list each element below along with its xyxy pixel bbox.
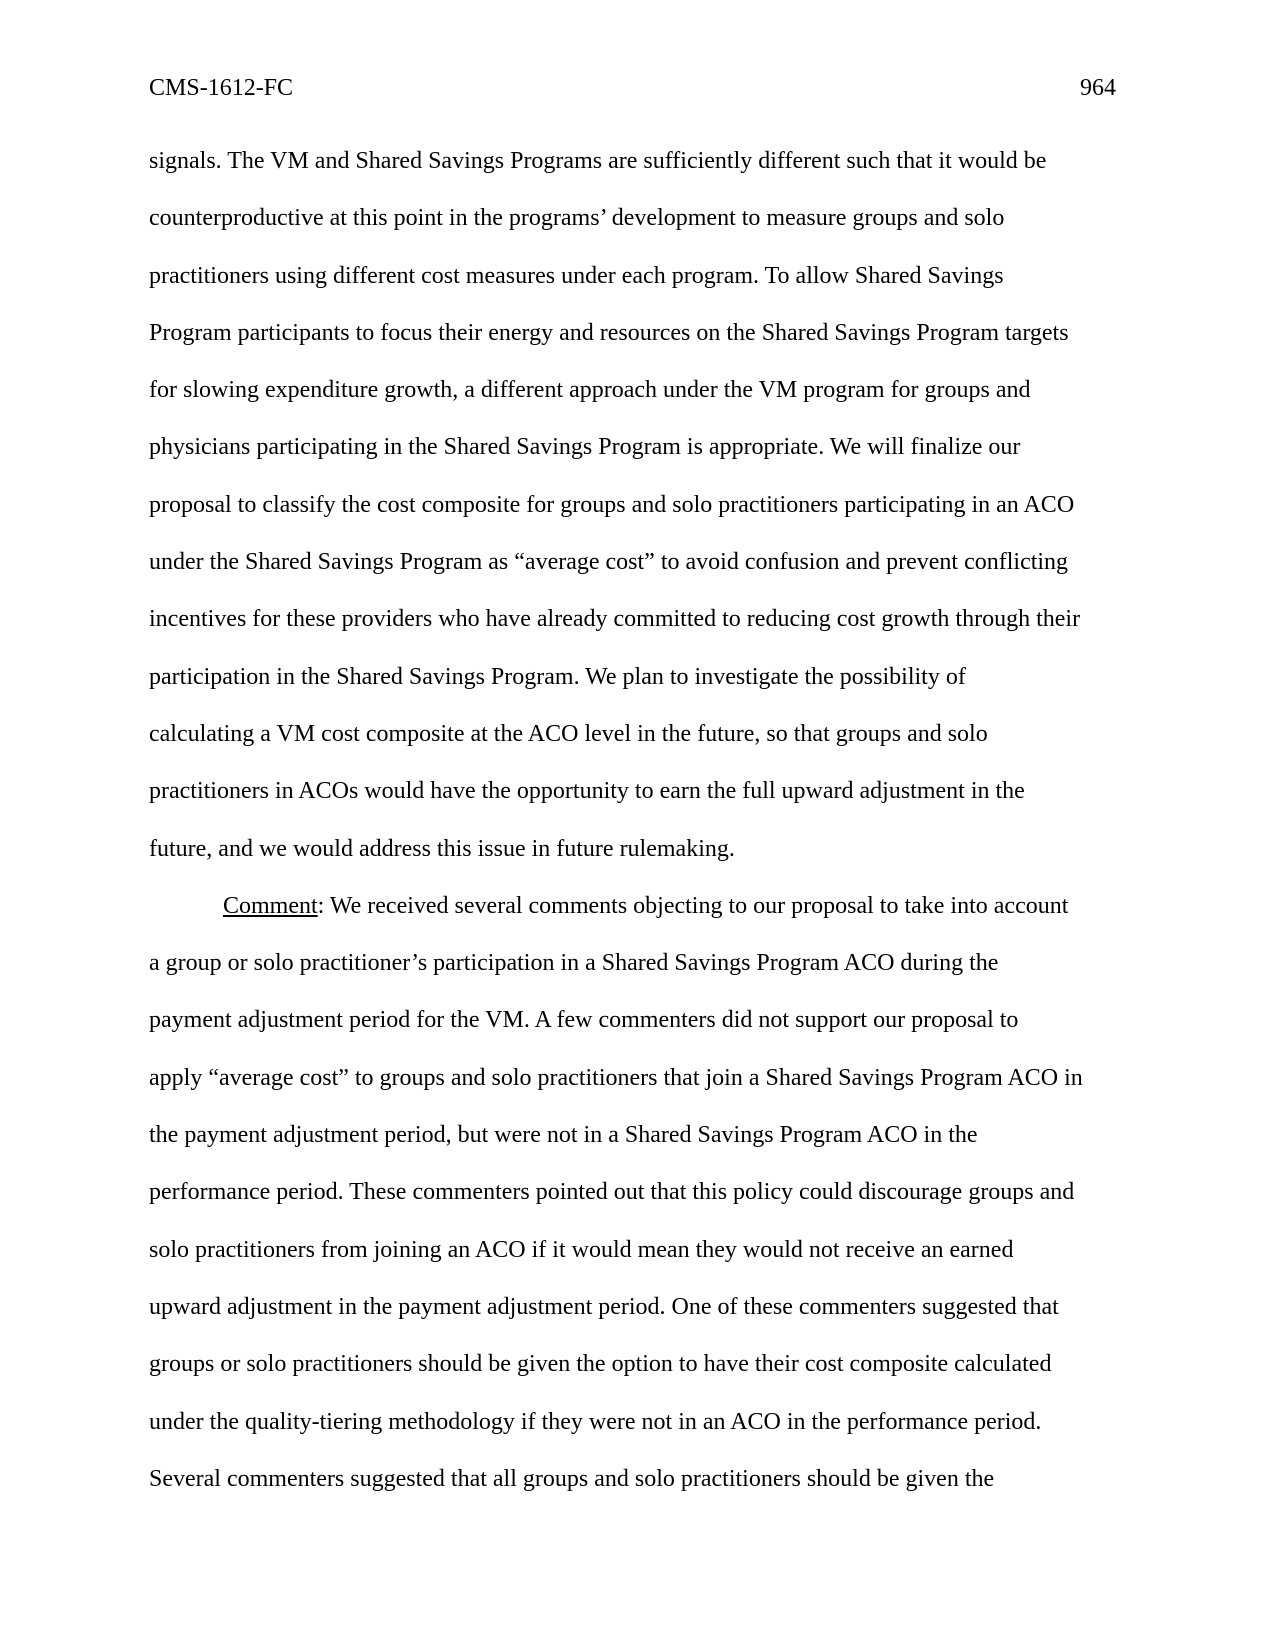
comment-label: Comment [223,892,318,919]
text-line: under the quality-tiering methodology if they were not in an ACO in the performance period. [149,1408,1042,1435]
body-text [149,147,1129,1522]
text-line: participation in the Shared Savings Program. We plan to investigate the possibility of [149,663,966,690]
text-line: Program participants to focus their energy and resources on the Shared Savings Program targets [149,319,1069,346]
text-line: a group or solo practitioner’s participation in a Shared Savings Program ACO during the [149,950,999,977]
text-line: physicians participating in the Shared Savings Program is appropriate. We will finalize our [149,434,1021,461]
text-line: performance period. These commenters pointed out that this policy could discourage groups and [149,1179,1075,1206]
document-id: CMS-1612-FC [149,75,294,101]
page-number: 964 [1080,75,1116,101]
text-line: calculating a VM cost composite at the ACO level in the future, so that groups and solo [149,720,988,747]
text-line: future, and we would address this issue in future rulemaking. [149,835,735,862]
text-line: payment adjustment period for the VM. A few commenters did not support our proposal to [149,1007,1019,1034]
text-line: solo practitioners from joining an ACO if it would mean they would not receive an earned [149,1236,1014,1263]
text-line: upward adjustment in the payment adjustment period. One of these commenters suggested that [149,1293,1059,1320]
text-line: counterproductive at this point in the programs’ development to measure groups and solo [149,205,1005,232]
text-line: incentives for these providers who have already committed to reducing cost growth through their [149,606,1081,633]
comment-text: : We received several comments objecting to our proposal to take into account [317,892,1069,919]
text-line: practitioners using different cost measures under each program. To allow Shared Savings [149,262,1004,289]
text-line: apply “average cost” to groups and solo practitioners that join a Shared Savings Program ACO in [149,1064,1083,1091]
text-line: the payment adjustment period, but were not in a Shared Savings Program ACO in the [149,1122,978,1149]
text-line: practitioners in ACOs would have the opportunity to earn the full upward adjustment in the [149,778,1025,805]
comment-paragraph-first-line [149,892,1129,949]
text-line: groups or solo practitioners should be given the option to have their cost composite calculated [149,1351,1052,1378]
text-line: proposal to classify the cost composite for groups and solo practitioners participating in an ACO [149,491,1075,518]
text-line: Several commenters suggested that all groups and solo practitioners should be given the [149,1465,995,1492]
text-line: signals. The VM and Shared Savings Programs are sufficiently different such that it would be [149,148,1047,174]
text-line: under the Shared Savings Program as “average cost” to avoid confusion and prevent conflicting [149,549,1069,576]
text-line: for slowing expenditure growth, a different approach under the VM program for groups and [149,377,1031,404]
